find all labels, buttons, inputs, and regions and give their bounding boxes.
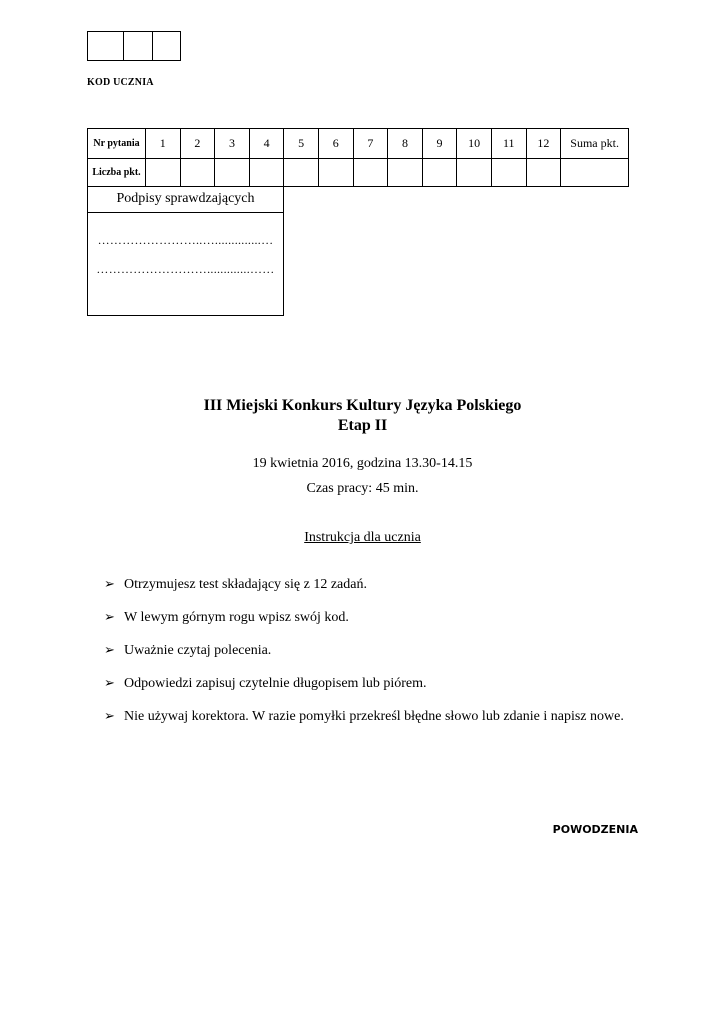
points-cell[interactable] <box>215 159 250 187</box>
list-item <box>104 609 634 626</box>
points-cell[interactable] <box>388 159 423 187</box>
contest-stage: Etap II <box>337 417 388 434</box>
question-number: 7 <box>353 129 388 159</box>
question-number: 5 <box>284 129 319 159</box>
sum-points-cell[interactable] <box>561 159 629 187</box>
question-number: 3 <box>215 129 250 159</box>
question-number: 12 <box>526 129 561 159</box>
good-luck-text: POWODZENIA <box>552 823 638 836</box>
signatures-title: Podpisy sprawdzających <box>88 186 283 213</box>
instructions-list <box>104 576 634 750</box>
student-code-label: KOD UCZNIA <box>87 77 154 88</box>
signature-line[interactable]: ……………………..…..............… <box>97 233 274 247</box>
points-cell[interactable] <box>353 159 388 187</box>
work-duration: Czas pracy: 45 min. <box>306 481 419 496</box>
question-number: 10 <box>457 129 492 159</box>
instructions-heading-text: Instrukcja dla ucznia <box>304 530 421 545</box>
points-cell[interactable] <box>457 159 492 187</box>
instruction-text: Uważnie czytaj polecenia. <box>124 643 272 658</box>
arrow-bullet-icon: ➢ <box>104 709 115 724</box>
instruction-text: Otrzymujesz test składający się z 12 zadań. <box>124 577 367 592</box>
points-cell[interactable] <box>318 159 353 187</box>
points-cell[interactable] <box>249 159 284 187</box>
code-box-1[interactable] <box>88 32 123 60</box>
points-cell[interactable] <box>146 159 181 187</box>
list-item <box>104 675 634 692</box>
question-number: 11 <box>491 129 526 159</box>
question-number: 4 <box>249 129 284 159</box>
points-label: Liczba pkt. <box>88 159 146 187</box>
question-number: 9 <box>422 129 457 159</box>
question-number: 1 <box>146 129 181 159</box>
sum-points-label: Suma pkt. <box>561 129 629 159</box>
contest-date: 19 kwietnia 2016, godzina 13.30-14.15 <box>252 456 473 471</box>
arrow-bullet-icon: ➢ <box>104 643 115 658</box>
points-cell[interactable] <box>526 159 561 187</box>
question-number-label: Nr pytania <box>88 129 146 159</box>
list-item <box>104 699 634 734</box>
points-cell[interactable] <box>180 159 215 187</box>
points-row <box>88 159 629 187</box>
question-number-row <box>88 129 629 159</box>
signature-line[interactable]: ……………………….............…… <box>96 262 275 276</box>
question-number: 2 <box>180 129 215 159</box>
points-cell[interactable] <box>422 159 457 187</box>
instruction-text: Nie używaj korektora. W razie pomyłki przekreśl błędne słowo lub zdanie i napisz nowe. <box>124 709 624 724</box>
arrow-bullet-icon: ➢ <box>104 610 115 625</box>
points-cell[interactable] <box>491 159 526 187</box>
points-cell[interactable] <box>284 159 319 187</box>
list-item <box>104 642 634 659</box>
list-item <box>104 576 634 593</box>
code-box-2[interactable] <box>123 32 152 60</box>
instruction-text: Odpowiedzi zapisuj czytelnie długopisem lub piórem. <box>124 676 427 691</box>
instruction-text: W lewym górnym rogu wpisz swój kod. <box>124 610 349 625</box>
signatures-box <box>87 186 284 316</box>
student-code-boxes[interactable] <box>87 31 181 61</box>
arrow-bullet-icon: ➢ <box>104 676 115 691</box>
code-box-3[interactable] <box>152 32 180 60</box>
instructions-heading <box>0 530 725 546</box>
contest-title: III Miejski Konkurs Kultury Języka Polskiego <box>203 397 522 414</box>
question-number: 6 <box>318 129 353 159</box>
score-table <box>87 128 629 187</box>
question-number: 8 <box>388 129 423 159</box>
arrow-bullet-icon: ➢ <box>104 577 115 592</box>
